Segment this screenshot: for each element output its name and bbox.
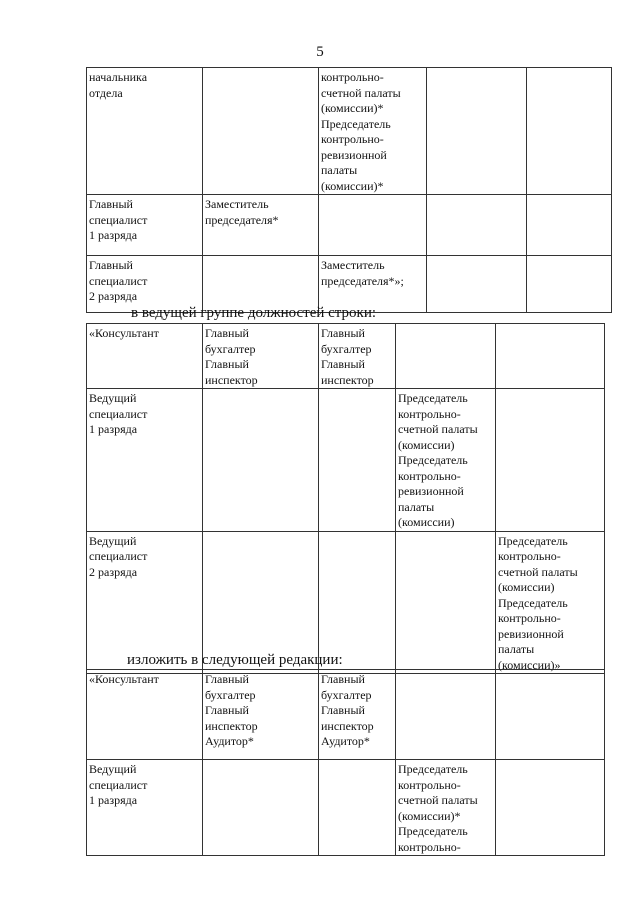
table-cell: Ведущий специалист 1 разряда: [87, 760, 203, 856]
table-row: [87, 760, 605, 856]
section-caption: изложить в следующей редакции:: [127, 652, 343, 668]
table-cell: Главный специалист 2 разряда: [87, 256, 203, 313]
table-cell: Главный специалист 1 разряда: [87, 195, 203, 256]
table-cell: [496, 389, 605, 532]
table-row: [87, 389, 605, 532]
table-cell: Главный бухгалтер Главный инспектор: [203, 324, 319, 389]
table-cell: Главный бухгалтер Главный инспектор Аудитор*: [319, 670, 396, 760]
positions-table-new-edition: [86, 669, 605, 856]
table-cell: Заместитель председателя*»;: [319, 256, 427, 313]
table-cell: [427, 256, 527, 313]
table-cell: Главный бухгалтер Главный инспектор: [319, 324, 396, 389]
table-row: [87, 195, 612, 256]
table-cell: [527, 256, 612, 313]
table-cell: Председатель контрольно- счетной палаты (комиссии) Председатель контрольно- ревизионной палаты (комиссии): [396, 389, 496, 532]
table-cell: [319, 195, 427, 256]
table-row: [87, 670, 605, 760]
table-cell: [427, 195, 527, 256]
table-cell: [203, 389, 319, 532]
table-cell: Заместитель председателя*: [203, 195, 319, 256]
table-cell: [319, 389, 396, 532]
table-cell: «Консультант: [87, 670, 203, 760]
table-cell: [527, 195, 612, 256]
table-row: [87, 324, 605, 389]
table-cell: [427, 68, 527, 195]
table-cell: контрольно- счетной палаты (комиссии)* Председатель контрольно- ревизионной палаты (комиссии)*: [319, 68, 427, 195]
table-cell: [496, 324, 605, 389]
table-cell: [496, 760, 605, 856]
table-cell: Ведущий специалист 2 разряда: [87, 531, 203, 674]
table-row: [87, 256, 612, 313]
section-caption: в ведущей группе должностей строки:: [131, 305, 377, 321]
table-cell: [203, 760, 319, 856]
table-cell: [319, 760, 396, 856]
table-cell: начальника отдела: [87, 68, 203, 195]
table-row: [87, 68, 612, 195]
page-number: 5: [316, 44, 324, 60]
positions-table-top: [86, 67, 612, 313]
table-cell: [203, 256, 319, 313]
table-cell: «Консультант: [87, 324, 203, 389]
table-cell: [496, 670, 605, 760]
table-cell: [203, 68, 319, 195]
table-cell: Председатель контрольно- счетной палаты (комиссии) Председатель контрольно- ревизионной палаты (комиссии)»: [496, 531, 605, 674]
table-cell: Председатель контрольно- счетной палаты (комиссии)* Председатель контрольно-: [396, 760, 496, 856]
table-cell: Ведущий специалист 1 разряда: [87, 389, 203, 532]
table-cell: [396, 324, 496, 389]
table-cell: [396, 531, 496, 674]
table-cell: [527, 68, 612, 195]
table-cell: Главный бухгалтер Главный инспектор Аудитор*: [203, 670, 319, 760]
table-cell: [396, 670, 496, 760]
positions-table-leading-group: [86, 323, 605, 674]
